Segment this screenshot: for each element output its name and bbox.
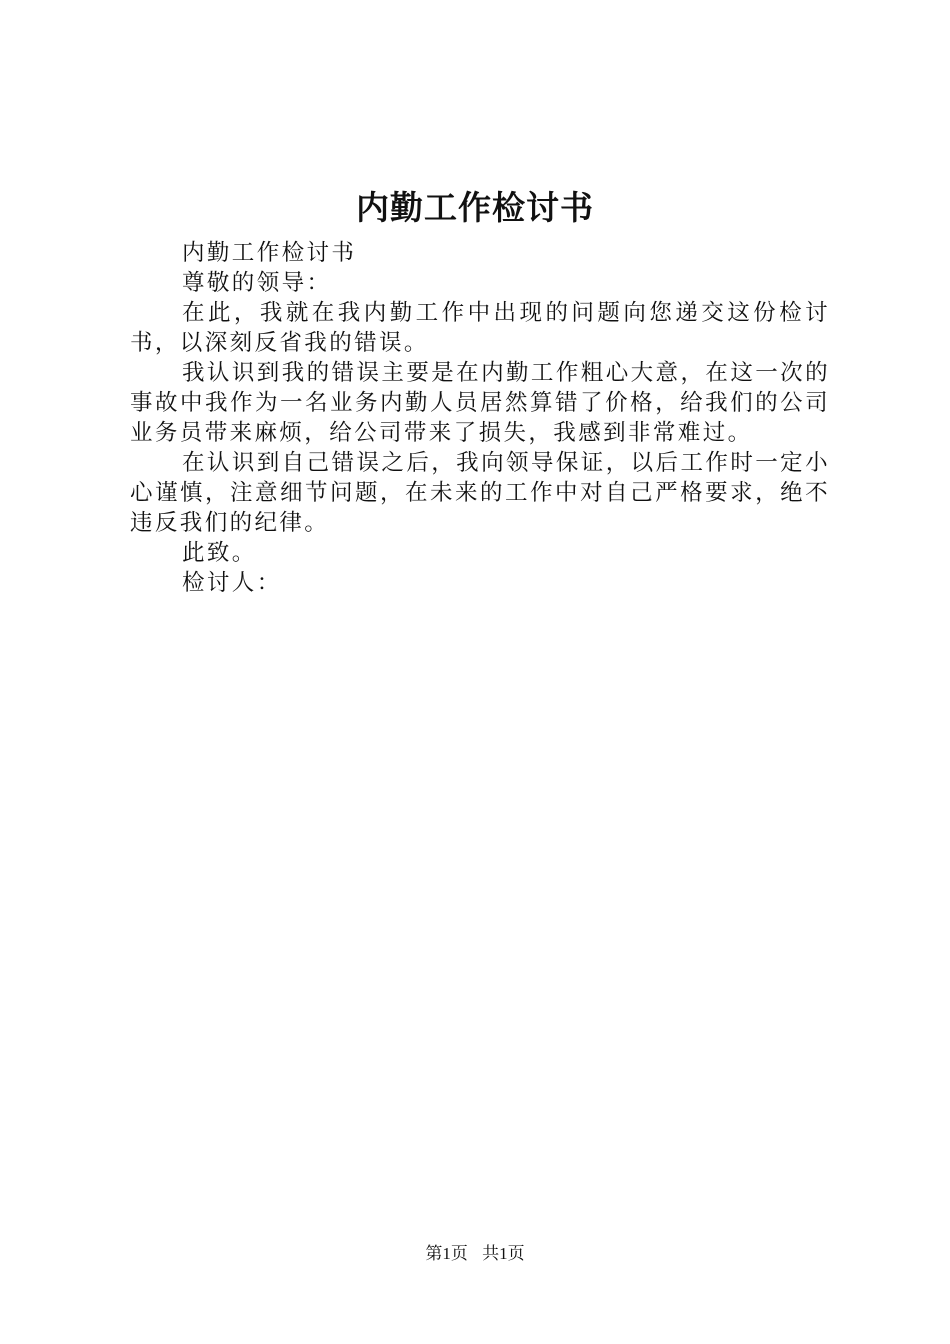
page-footer bbox=[0, 1240, 950, 1268]
signature-line: 检讨人： bbox=[182, 570, 282, 596]
document-body bbox=[130, 238, 830, 598]
salutation: 尊敬的领导： bbox=[182, 270, 332, 296]
page-number-total: 共1页 bbox=[482, 1244, 525, 1263]
page-number-current: 第1页 bbox=[425, 1244, 468, 1263]
closing: 此致。 bbox=[182, 540, 257, 566]
body-heading-line: 内勤工作检讨书 bbox=[182, 240, 357, 266]
paragraph-promise: 在认识到自己错误之后，我向领导保证，以后工作时一定小心谨慎，注意细节问题，在未来的工作中对自己严格要求，绝不违反我们的纪律。 bbox=[130, 450, 830, 536]
paragraph-mistake: 我认识到我的错误主要是在内勤工作粗心大意，在这一次的事故中我作为一名业务内勤人员居然算错了价格，给我们的公司业务员带来麻烦，给公司带来了损失，我感到非常难过。 bbox=[130, 360, 830, 446]
paragraph-intro: 在此，我就在我内勤工作中出现的问题向您递交这份检讨书，以深刻反省我的错误。 bbox=[130, 300, 830, 356]
document-title: 内勤工作检讨书 bbox=[356, 188, 594, 227]
